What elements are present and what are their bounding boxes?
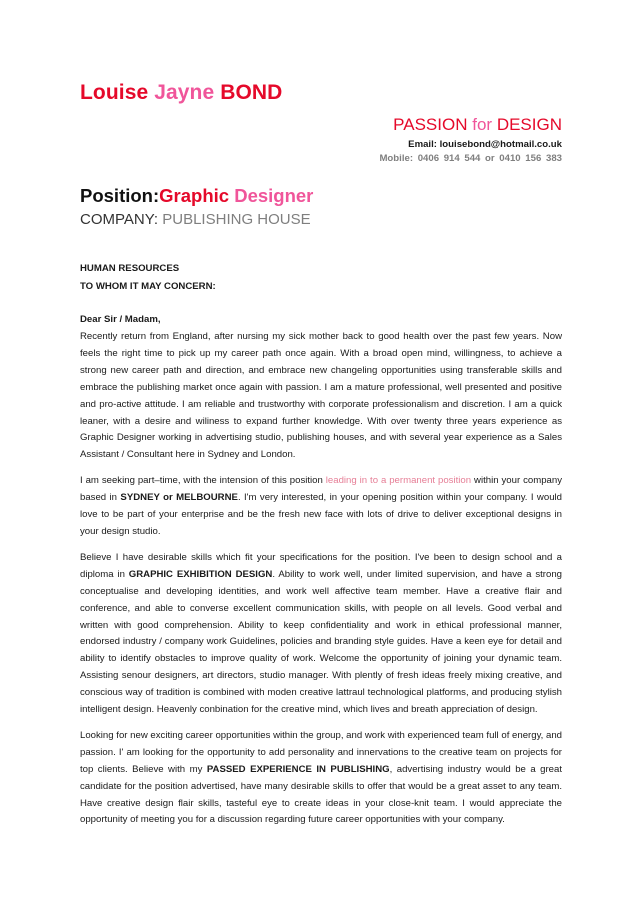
mobile-line (80, 152, 562, 166)
tagline-for: for (472, 115, 493, 134)
paragraph-2-text-a: I am seeking part–time, with the intension of this position (80, 475, 323, 487)
paragraph-4-text-a: Looking for new exciting career opportunities within the group, and work with experienced team full of energy, and passion. I' am looking for the opportunity to add personality and innervations to the creative team on projects for top clients. Believe with my (80, 729, 562, 775)
paragraph-2-text-b: within your company based in (80, 475, 562, 504)
tagline (80, 114, 562, 136)
paragraph-3-diploma: GRAPHIC EXHIBITION DESIGN (128, 568, 273, 580)
email-address[interactable]: louisebond@hotmail.co.uk (439, 139, 562, 150)
salutation: Dear Sir / Madam, (80, 314, 161, 325)
tagline-passion: PASSION (393, 115, 468, 134)
paragraph-4-text-b: , advertising industry would be a great candidate for the position advertised, have many desirable skills to offer that would be a great asset to any team. Have creative design flair skills, tasteful eye to create ideas in your close-knit team. I would appreciate the opportunity of meeting you for a discussion regarding future career opportunities with your company. (80, 763, 563, 826)
contact-block (80, 114, 562, 166)
paragraph-4-experience: PASSED EXPERIENCE IN PUBLISHING (206, 763, 390, 775)
mobile-label: Mobile: (379, 153, 414, 164)
last-name: BOND (220, 81, 283, 104)
applicant-name (80, 80, 562, 106)
recipient-line-2: TO WHOM IT MAY CONCERN: (80, 281, 216, 292)
position-title-designer: Designer (234, 185, 314, 206)
tagline-design: DESIGN (496, 115, 562, 134)
paragraph-4 (80, 728, 562, 829)
position-title-graphic: Graphic (159, 185, 230, 206)
email-line (80, 138, 562, 152)
paragraph-2-location: SYDNEY or MELBOURNE (120, 492, 238, 504)
recipient-block (80, 260, 562, 296)
letter-body (80, 329, 562, 829)
email-label: Email: (408, 139, 437, 150)
mobile-numbers: 0406 914 544 or 0410 156 383 (417, 153, 562, 164)
company-name: PUBLISHING HOUSE (162, 211, 311, 228)
paragraph-2 (80, 473, 562, 541)
paragraph-2-text-c: . I'm very interested, in your opening position within your company. I would love to be part of your enterprise and be the fresh new face with lots of drive to deliver exceptional designs in your design studio. (80, 492, 562, 537)
paragraph-3 (80, 550, 562, 719)
company-line (80, 210, 562, 230)
first-name: Louise (80, 81, 149, 104)
position-label: Position: (80, 185, 160, 206)
recipient-line-1: HUMAN RESOURCES (80, 263, 180, 274)
paragraph-3-text-a: Believe I have desirable skills which fit your specifications for the position. I've been to design school and a diploma in (80, 551, 562, 580)
paragraph-3-text-b: . Ability to work well, under limited supervision, and have a strong conceptualise and developing identities, and work well affective team member. Have a creative flair and conference, and able to converse excellent communication skills, with people on all levels. Good verbal and written with good comprehension. Ability to keep confidentiality and work in ethical professional manner, endorsed industry / company work Guidelines, policies and branding style guides. Have a keen eye for detail and ability to identify obstacles to improve quality of work. Welcome the opportunity of joining your dynamic team. Assisting senour designers, art directors, studio manager. With plently of fresh ideas freely mixing creative, and conscious way of tradition is combined with moden creative lattraul technological platforms, and producing stylish intelligent design. Heavenly conbination for the creative mind, which lives and breath appreciation of design. (80, 568, 562, 716)
paragraph-2-highlight: leading in to a permanent position (325, 475, 472, 487)
middle-name: Jayne (154, 81, 215, 104)
position-heading (80, 184, 562, 208)
company-label: COMPANY: (80, 211, 159, 228)
paragraph-1: Recently return from England, after nursing my sick mother back to good health over the past few years. Now feels the right time to pick up my career path once again. With a broad open mind, willingness, to achieve a strong new career path and direction, and embrace new changeling opportunities using transferable skills and embrace the publishing market once again with passion. I am a mature professional, well presented and positive and pro-active attitude. I am reliable and trustworthy with corporate professionalism and discretion. I am a quick leaner, with a desire and wiliness to expand further knowledge. With over twenty three years experience as Graphic Designer working in advertising studio, publishing houses, and with several year experience as a Sales Assistant / Consultant here in Sydney and London. (80, 331, 562, 461)
cover-letter (80, 80, 562, 829)
